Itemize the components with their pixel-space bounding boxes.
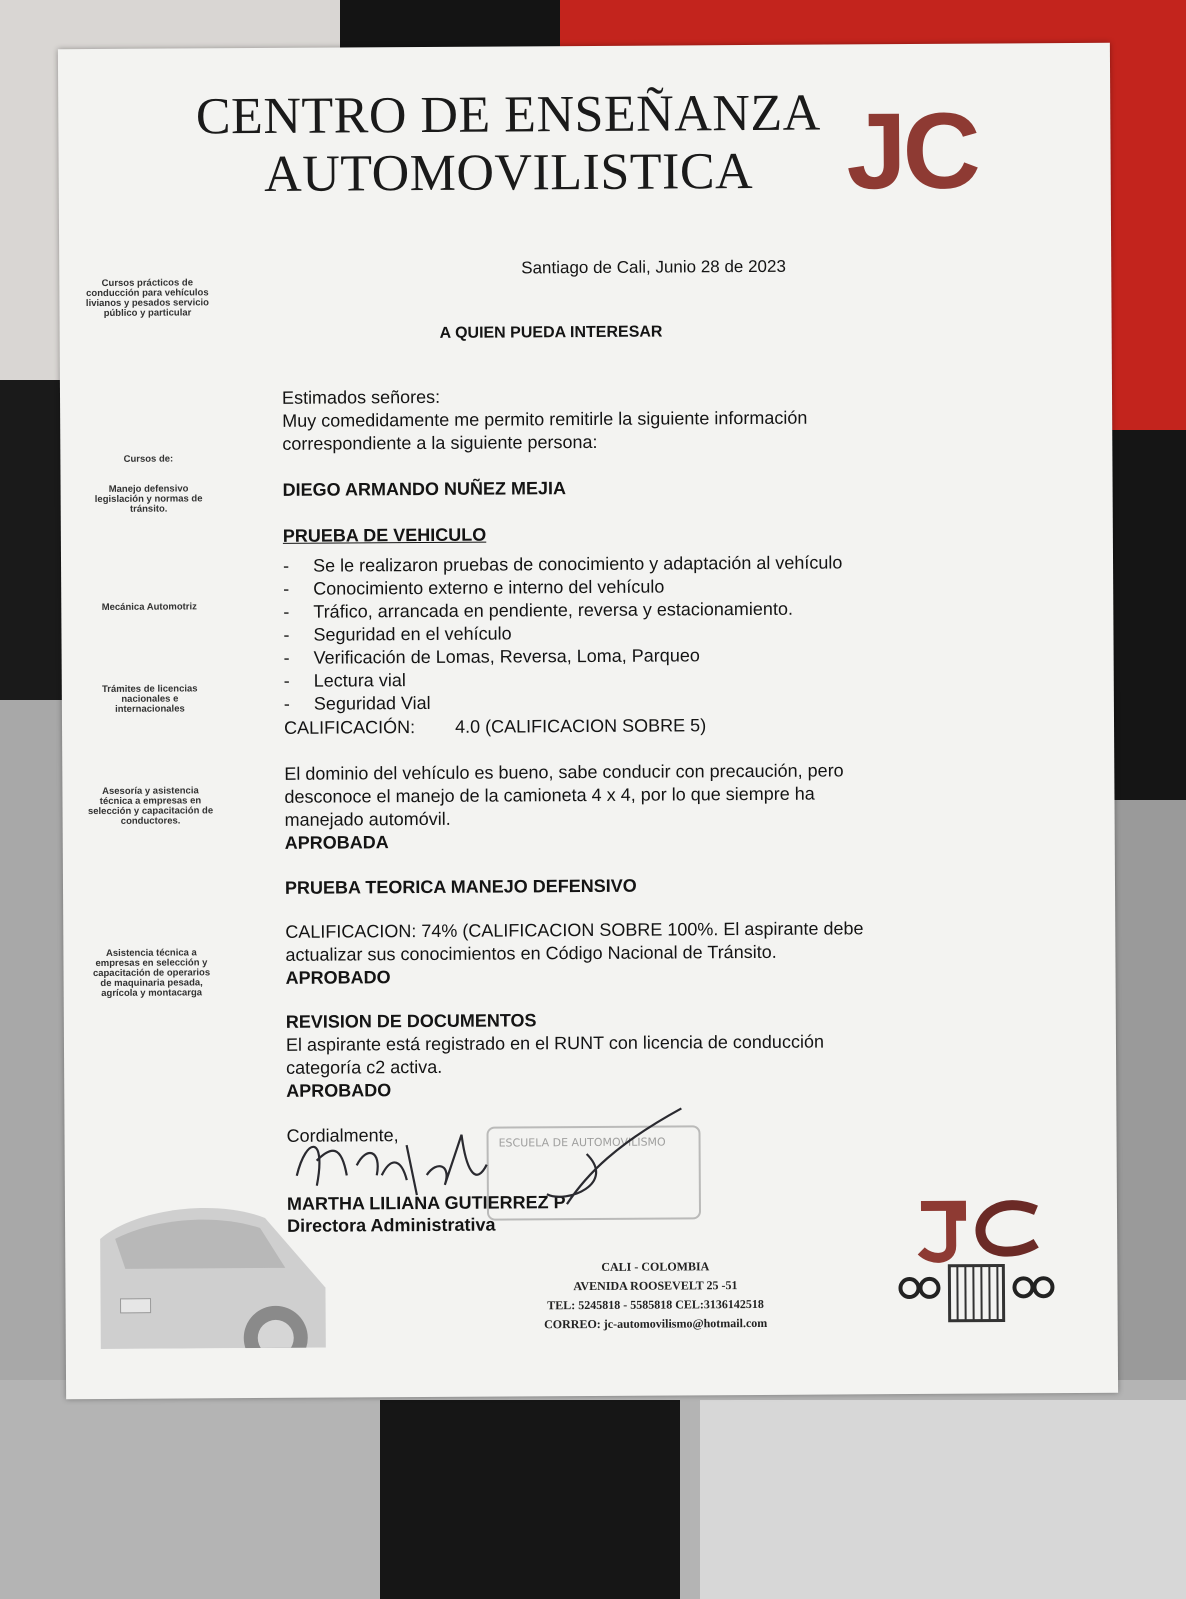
footer-email: CORREO: jc-automovilismo@hotmail.com bbox=[544, 1315, 768, 1332]
list-item: - Conocimiento externo e interno del vehículo bbox=[283, 576, 665, 599]
vehicle-grade-value: 4.0 (CALIFICACION SOBRE 5) bbox=[455, 715, 707, 737]
sidebar-item-driver-consulting: Asesoría y asistencia técnica a empresas en selección y capacitación de conductores. bbox=[87, 785, 214, 827]
list-item: - Seguridad Vial bbox=[283, 692, 431, 714]
jc-logo: JC bbox=[846, 89, 977, 212]
sidebar-item-defensive-driving: Manejo defensivo legislación y normas de tránsito. bbox=[94, 483, 203, 515]
intro-line-1: Muy comedidamente me permito remitirle la siguiente información bbox=[282, 407, 808, 431]
letter-footer bbox=[485, 1257, 825, 1335]
letter-paper bbox=[58, 43, 1118, 1399]
letter-date: Santiago de Cali, Junio 28 de 2023 bbox=[521, 256, 786, 278]
letterhead-title bbox=[178, 84, 839, 204]
sidebar-item-courses-label: Cursos de: bbox=[123, 453, 174, 465]
letterhead-title-line2: AUTOMOVILISTICA bbox=[263, 142, 754, 203]
theory-grade-2: actualizar sus conocimientos en Código Nacional de Tránsito. bbox=[285, 941, 777, 965]
jc-emblem-logo bbox=[891, 1195, 1062, 1326]
footer-address: AVENIDA ROOSEVELT 25 -51 bbox=[573, 1278, 738, 1294]
vehicle-result: APROBADA bbox=[284, 832, 389, 853]
sidebar-item-mechanics: Mecánica Automotriz bbox=[101, 601, 197, 613]
person-name: DIEGO ARMANDO NUÑEZ MEJIA bbox=[282, 478, 566, 500]
docs-result: APROBADO bbox=[286, 1080, 392, 1101]
footer-phones: TEL: 5245818 - 5585818 CEL:3136142518 bbox=[547, 1296, 764, 1313]
greeting: Estimados señores: bbox=[281, 386, 441, 408]
company-stamp: ESCUELA DE AUTOMOVILISMO bbox=[486, 1125, 701, 1220]
list-item: - Verificación de Lomas, Reversa, Loma, Parqueo bbox=[283, 645, 700, 668]
vehicle-comment-1: El dominio del vehículo es bueno, sabe conducir con precaución, pero bbox=[284, 760, 844, 784]
signer-title: Directora Administrativa bbox=[287, 1214, 496, 1236]
docs-review-title: REVISION DE DOCUMENTOS bbox=[285, 1010, 537, 1032]
vehicle-comment-3: manejado automóvil. bbox=[284, 808, 451, 830]
list-item: - Seguridad en el vehículo bbox=[283, 623, 512, 645]
theory-result: APROBADO bbox=[285, 967, 391, 988]
vehicle-test-title: PRUEBA DE VEHICULO bbox=[282, 524, 487, 546]
vehicle-grade bbox=[284, 715, 706, 739]
intro-line-2: correspondiente a la siguiente persona: bbox=[282, 431, 598, 454]
theory-grade-1: CALIFICACION: 74% (CALIFICACION SOBRE 100%. El aspirante debe bbox=[285, 918, 864, 942]
sidebar-item-licenses: Trámites de licencias nacionales e internacionales bbox=[101, 683, 198, 715]
letterhead-title-line1: CENTRO DE ENSEÑANZA bbox=[195, 84, 821, 146]
vehicle-grade-label: CALIFICACIÓN: bbox=[283, 717, 416, 738]
car-image bbox=[95, 1148, 336, 1349]
signature-area bbox=[286, 1103, 787, 1236]
docs-text-2: categoría c2 activa. bbox=[286, 1056, 443, 1078]
theory-test-title: PRUEBA TEORICA MANEJO DEFENSIVO bbox=[284, 875, 637, 898]
docs-text-1: El aspirante está registrado en el RUNT con licencia de conducción bbox=[285, 1031, 824, 1055]
signer-name: MARTHA LILIANA GUTIERREZ P bbox=[286, 1192, 566, 1214]
list-item: - Lectura vial bbox=[283, 670, 406, 691]
sidebar-item-operator-consulting: Asistencia técnica a empresas en selección y capacitación de operarios de maquinaria pesada, agrícola y montacarga bbox=[92, 947, 211, 999]
letter-recipient: A QUIEN PUEDA INTERESAR bbox=[439, 323, 663, 342]
services-sidebar bbox=[83, 277, 214, 999]
closing: Cordialmente, bbox=[286, 1125, 399, 1146]
footer-city: CALI - COLOMBIA bbox=[601, 1259, 710, 1274]
list-item: - Se le realizaron pruebas de conocimiento y adaptación al vehículo bbox=[282, 552, 843, 576]
list-item: - Tráfico, arrancada en pendiente, reversa y estacionamiento. bbox=[283, 598, 793, 622]
handwritten-signature bbox=[286, 1103, 707, 1216]
vehicle-comment-2: desconoce el manejo de la camioneta 4 x 4, por lo que siempre ha bbox=[284, 783, 815, 807]
sidebar-item-practical-courses: Cursos prácticos de conducción para vehículos livianos y pesados servicio público y particular bbox=[85, 277, 209, 319]
vehicle-tests-list bbox=[283, 552, 843, 716]
